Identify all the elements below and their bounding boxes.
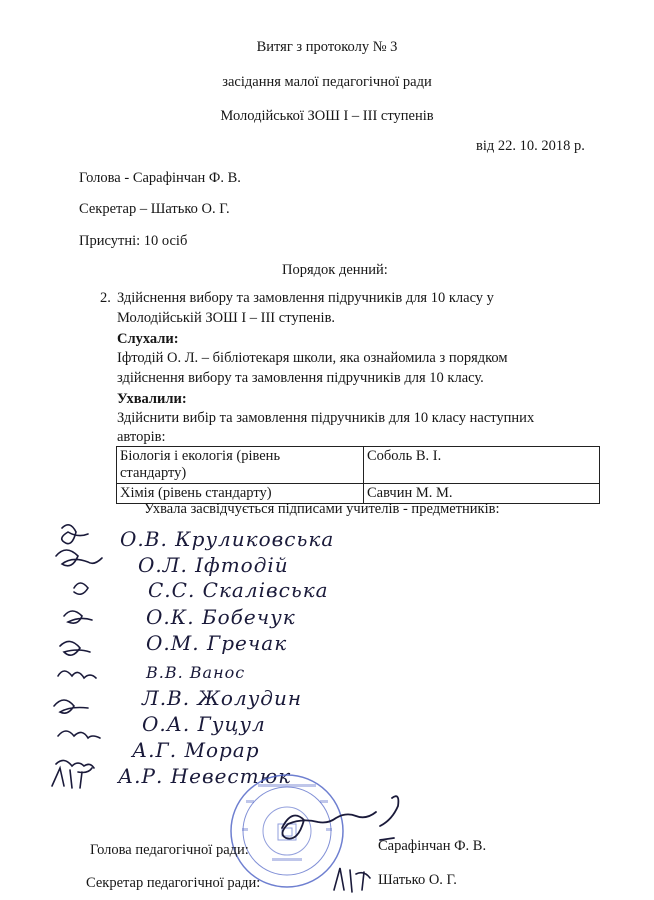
header-school: Молодійської ЗОШ І – ІІІ ступенів xyxy=(220,108,434,124)
heard-line1: Іфтодій О. Л. – бібліотекаря школи, яка ознайомила з порядком xyxy=(117,350,508,366)
secretary-name: Шатько О. Г. xyxy=(378,872,457,888)
secretary-line: Секретар – Шатько О. Г. xyxy=(79,201,230,217)
signature-1: О.В. Круликовська xyxy=(120,527,335,551)
present-line: Присутні: 10 осіб xyxy=(79,233,188,249)
header-subtitle: засідання малої педагогічної ради xyxy=(222,74,432,90)
secretary-role: Секретар педагогічної ради: xyxy=(86,875,261,891)
subject-text: Біологія і екологія (рівень xyxy=(120,448,281,464)
meeting-date: від 22. 10. 2018 р. xyxy=(476,138,585,154)
signature-4: О.К. Бобечук xyxy=(146,605,296,629)
author-text: Савчин М. М. xyxy=(367,485,453,501)
decided-line2: авторів: xyxy=(117,429,166,445)
item-line2: Молодійській ЗОШ І – ІІІ ступенів. xyxy=(117,310,336,326)
signature-3: С.С. Скалівська xyxy=(148,578,329,602)
decided-line1: Здійснити вибір та замовлення підручників для 10 класу наступних xyxy=(117,410,535,426)
chair-name: Сарафінчан Ф. В. xyxy=(378,838,487,854)
signature-5: О.М. Гречак xyxy=(146,631,288,655)
textbook-table xyxy=(116,446,600,504)
secretary-signature-scribble xyxy=(330,860,380,898)
heard-line2: здійснення вибору та замовлення підручників для 10 класу. xyxy=(117,370,484,386)
signature-7: Л.В. Жолудин xyxy=(142,686,303,710)
subject-text: Хімія (рівень стандарту) xyxy=(120,485,272,501)
header-title: Витяг з протоколу № 3 xyxy=(256,39,398,55)
subject-text-cont: стандарту) xyxy=(120,465,187,481)
signature-8: О.А. Гуцул xyxy=(142,712,266,736)
chair-role: Голова педагогічної ради: xyxy=(90,842,249,858)
agenda-title: Порядок денний: xyxy=(282,262,388,278)
signature-2: О.Л. Іфтодій xyxy=(138,553,289,577)
decided-label: Ухвалили: xyxy=(117,391,187,407)
heard-label: Слухали: xyxy=(117,331,179,347)
item-number: 2. xyxy=(100,290,111,306)
table-row xyxy=(117,447,600,484)
confirmation-text: Ухвала засвідчується підписами учителів - предметників: xyxy=(144,501,500,517)
signature-6: В.В. Ванос xyxy=(146,663,246,682)
signature-10: А.Р. Невестюк xyxy=(118,764,292,788)
author-cell xyxy=(364,447,600,484)
signature-9: А.Г. Морар xyxy=(132,738,260,762)
chair-line: Голова - Сарафінчан Ф. В. xyxy=(79,170,241,186)
author-text: Соболь В. І. xyxy=(367,448,442,464)
subject-cell xyxy=(117,447,364,484)
item-line1: Здійснення вибору та замовлення підручників для 10 класу у xyxy=(117,290,494,306)
